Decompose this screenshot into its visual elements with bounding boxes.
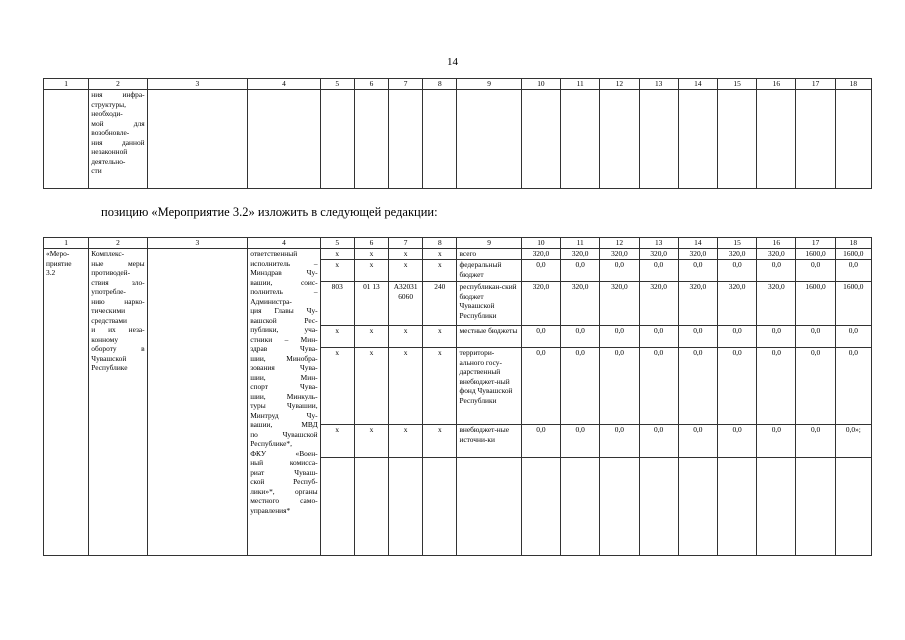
text-line: ния данной — [91, 137, 145, 147]
column-number-5: 5 — [320, 79, 354, 90]
column-number-13: 13 — [639, 238, 678, 249]
empty-cell — [423, 458, 457, 556]
amount-cell: 0,0 — [600, 425, 639, 458]
text-line: средствами — [91, 315, 127, 325]
column-number-7: 7 — [389, 79, 423, 90]
text-line: местного само- — [250, 496, 318, 505]
table-row — [44, 249, 872, 260]
column-number-17: 17 — [796, 238, 835, 249]
empty-cell — [147, 90, 248, 189]
column-number-10: 10 — [521, 238, 560, 249]
column-number-16: 16 — [757, 238, 796, 249]
empty-cell — [678, 90, 717, 189]
budget-code-cell: А32031 6060 — [389, 282, 423, 326]
text-line: по Чувашской — [250, 429, 318, 439]
amount-cell: 0,0 — [757, 348, 796, 425]
measure-description-cell — [89, 90, 147, 189]
budget-code-cell: 01 13 — [354, 282, 388, 326]
empty-cell — [678, 458, 717, 556]
text-line: здрав Чува- — [250, 344, 318, 353]
budget-code-cell: 803 — [320, 282, 354, 326]
amount-cell: 0,0 — [600, 260, 639, 282]
text-line: вашии, соис- — [250, 277, 318, 287]
amount-cell: 320,0 — [757, 249, 796, 260]
amount-cell: 0,0 — [561, 348, 600, 425]
column-number-13: 13 — [639, 79, 678, 90]
funding-source-cell: внебюджет-ные источни-ки — [457, 425, 521, 458]
empty-cell — [717, 90, 756, 189]
empty-cell — [835, 458, 871, 556]
amount-cell: 0,0 — [639, 326, 678, 348]
column-number-1: 1 — [44, 238, 89, 249]
text-line: незаконной — [91, 147, 128, 156]
amount-cell: 0,0 — [521, 260, 560, 282]
empty-cell — [796, 90, 835, 189]
column-number-4: 4 — [248, 79, 320, 90]
amount-cell: 320,0 — [600, 282, 639, 326]
column-number-14: 14 — [678, 238, 717, 249]
text-line: сти — [91, 166, 102, 175]
amount-cell: 0,0»; — [835, 425, 871, 458]
executors-cell — [248, 249, 320, 556]
amount-cell: 0,0 — [835, 326, 871, 348]
empty-cell — [457, 90, 521, 189]
empty-cell — [639, 90, 678, 189]
text-line: Минздрав Чу- — [250, 268, 318, 277]
column-number-1: 1 — [44, 79, 89, 90]
amount-cell: 0,0 — [678, 260, 717, 282]
column-number-12: 12 — [600, 79, 639, 90]
amount-cell: 320,0 — [521, 282, 560, 326]
column-number-16: 16 — [757, 79, 796, 90]
empty-cell — [521, 458, 560, 556]
funding-source-cell: территори-ального госу-дарственный внебюджет-ный фонд Чувашской Республики — [457, 348, 521, 425]
budget-code-cell: х — [320, 425, 354, 458]
empty-cell — [835, 90, 871, 189]
column-number-6: 6 — [354, 79, 388, 90]
amount-cell: 1600,0 — [796, 282, 835, 326]
amount-cell: 320,0 — [639, 249, 678, 260]
budget-code-cell: х — [423, 260, 457, 282]
budget-code-cell: х — [389, 249, 423, 260]
text-line: «Меро- — [46, 249, 70, 258]
amount-cell: 320,0 — [678, 282, 717, 326]
text-line: обороту в — [91, 344, 145, 353]
text-line: структуры, — [91, 99, 126, 109]
text-line: вашской Рес- — [250, 315, 318, 325]
column-number-11: 11 — [561, 79, 600, 90]
funding-source-cell: местные бюджеты — [457, 326, 521, 348]
budget-code-cell: х — [423, 326, 457, 348]
amount-cell: 0,0 — [678, 425, 717, 458]
amount-cell: 1600,0 — [835, 282, 871, 326]
empty-cell — [320, 458, 354, 556]
budget-code-cell: х — [354, 348, 388, 425]
column-number-5: 5 — [320, 238, 354, 249]
empty-cell — [600, 90, 639, 189]
measure-description-cell — [89, 249, 147, 556]
text-line: шии, Минкуль- — [250, 391, 318, 401]
amount-cell: 1600,0 — [835, 249, 871, 260]
empty-cell — [248, 90, 320, 189]
amount-cell: 0,0 — [717, 260, 756, 282]
amount-cell: 0,0 — [639, 348, 678, 425]
text-line: употребле- — [91, 287, 126, 296]
table-row — [44, 90, 872, 189]
amount-cell: 0,0 — [757, 425, 796, 458]
budget-code-cell: 240 — [423, 282, 457, 326]
amount-cell: 0,0 — [796, 425, 835, 458]
text-line: риат Чуваш- — [250, 467, 318, 477]
amount-cell: 320,0 — [757, 282, 796, 326]
column-number-15: 15 — [717, 238, 756, 249]
empty-cell — [561, 90, 600, 189]
funding-source-cell: республикан-ский бюджет Чувашской Республики — [457, 282, 521, 326]
text-line: полнитель – — [250, 287, 318, 296]
column-number-2: 2 — [89, 238, 147, 249]
amount-cell: 0,0 — [678, 326, 717, 348]
empty-cell — [717, 458, 756, 556]
text-line: конному — [91, 334, 119, 344]
text-line: деятельно- — [91, 156, 126, 166]
text-line: ствия зло- — [91, 277, 145, 287]
amount-cell: 0,0 — [717, 348, 756, 425]
empty-cell — [521, 90, 560, 189]
budget-code-cell: х — [389, 425, 423, 458]
text-line: туры Чувашии, — [250, 401, 318, 410]
text-line: ные меры — [91, 258, 145, 268]
measure-3-2-table — [43, 237, 872, 556]
amount-cell: 320,0 — [678, 249, 717, 260]
page-number: 14 — [447, 56, 458, 68]
empty-cell — [457, 458, 521, 556]
amount-cell: 0,0 — [561, 326, 600, 348]
amount-cell: 320,0 — [639, 282, 678, 326]
budget-code-cell: х — [354, 425, 388, 458]
column-number-4: 4 — [248, 238, 320, 249]
text-line: ской Респуб- — [250, 477, 318, 486]
amount-cell: 0,0 — [835, 260, 871, 282]
empty-cell — [147, 249, 248, 556]
text-line: публики, уча- — [250, 325, 318, 334]
text-line: и их неза- — [91, 325, 145, 334]
budget-code-cell: х — [320, 260, 354, 282]
amount-cell: 0,0 — [600, 348, 639, 425]
column-number-row — [44, 238, 872, 249]
text-line: вашии, МВД — [250, 420, 318, 429]
amount-cell: 0,0 — [561, 425, 600, 458]
empty-cell — [320, 90, 354, 189]
text-line: противодей- — [91, 268, 131, 277]
column-number-8: 8 — [423, 79, 457, 90]
text-line: 3.2 — [46, 268, 56, 277]
text-line: шии, Мин- — [250, 372, 318, 382]
amount-cell: 320,0 — [561, 249, 600, 260]
column-number-18: 18 — [835, 79, 871, 90]
column-number-6: 6 — [354, 238, 388, 249]
budget-code-cell: х — [389, 348, 423, 425]
text-line: ответственный — [250, 249, 298, 258]
column-number-12: 12 — [600, 238, 639, 249]
empty-cell — [561, 458, 600, 556]
text-line: шии, Минобра- — [250, 353, 318, 363]
column-number-18: 18 — [835, 238, 871, 249]
amount-cell: 320,0 — [717, 282, 756, 326]
budget-code-cell: х — [354, 260, 388, 282]
column-number-17: 17 — [796, 79, 835, 90]
text-line: зования Чува- — [250, 363, 318, 372]
measure-name-cell — [44, 249, 89, 556]
text-line: ФКУ «Воен- — [250, 448, 318, 458]
budget-code-cell: х — [389, 260, 423, 282]
amount-cell: 0,0 — [639, 260, 678, 282]
amount-cell: 0,0 — [600, 326, 639, 348]
amount-cell: 0,0 — [521, 348, 560, 425]
text-line: приятие — [46, 258, 72, 268]
amount-cell: 0,0 — [796, 348, 835, 425]
column-number-7: 7 — [389, 238, 423, 249]
text-line: исполнитель – — [250, 258, 318, 268]
text-line: ция Главы Чу- — [250, 306, 318, 315]
empty-cell — [757, 90, 796, 189]
funding-source-cell: федеральный бюджет — [457, 260, 521, 282]
amount-cell: 1600,0 — [796, 249, 835, 260]
amount-cell: 0,0 — [835, 348, 871, 425]
amount-cell: 0,0 — [796, 326, 835, 348]
empty-cell — [757, 458, 796, 556]
amount-cell: 0,0 — [639, 425, 678, 458]
empty-cell — [600, 458, 639, 556]
amount-cell: 0,0 — [757, 260, 796, 282]
amount-cell: 320,0 — [600, 249, 639, 260]
instruction-text: позицию «Мероприятие 3.2» изложить в следующей редакции: — [101, 205, 438, 219]
column-number-9: 9 — [457, 79, 521, 90]
amount-cell: 0,0 — [678, 348, 717, 425]
column-number-11: 11 — [561, 238, 600, 249]
amount-cell: 0,0 — [521, 425, 560, 458]
amount-cell: 0,0 — [717, 326, 756, 348]
amount-cell: 320,0 — [717, 249, 756, 260]
budget-code-cell: х — [423, 425, 457, 458]
budget-code-cell: х — [354, 249, 388, 260]
column-number-3: 3 — [147, 238, 248, 249]
amount-cell: 0,0 — [796, 260, 835, 282]
budget-code-cell: х — [423, 348, 457, 425]
text-line: Республике*, — [250, 439, 292, 448]
text-line: Республике — [91, 363, 128, 372]
budget-code-cell: х — [389, 326, 423, 348]
text-line: Чувашской — [91, 353, 127, 363]
empty-cell — [354, 90, 388, 189]
budget-code-cell: х — [320, 326, 354, 348]
text-line: стники – Мин- — [250, 334, 318, 344]
text-line: Администра- — [250, 296, 292, 306]
budget-code-cell: х — [320, 249, 354, 260]
text-line: мой для — [91, 118, 145, 128]
column-number-9: 9 — [457, 238, 521, 249]
text-line: управления* — [250, 505, 291, 515]
column-number-8: 8 — [423, 238, 457, 249]
text-line: нию нарко- — [91, 296, 145, 306]
empty-cell — [389, 90, 423, 189]
column-number-row — [44, 79, 872, 90]
text-line: спорт Чува- — [250, 382, 318, 391]
empty-cell — [796, 458, 835, 556]
column-number-14: 14 — [678, 79, 717, 90]
column-number-3: 3 — [147, 79, 248, 90]
amount-cell: 320,0 — [521, 249, 560, 260]
continuation-table — [43, 78, 872, 189]
empty-cell — [423, 90, 457, 189]
budget-code-cell: х — [423, 249, 457, 260]
funding-source-cell: всего — [457, 249, 521, 260]
text-line: необходи- — [91, 109, 123, 118]
text-line: Минтруд Чу- — [250, 410, 318, 420]
amount-cell: 0,0 — [717, 425, 756, 458]
column-number-15: 15 — [717, 79, 756, 90]
empty-cell — [354, 458, 388, 556]
column-number-2: 2 — [89, 79, 147, 90]
empty-cell — [639, 458, 678, 556]
text-line: ния инфра- — [91, 90, 145, 99]
budget-code-cell: х — [320, 348, 354, 425]
empty-cell — [389, 458, 423, 556]
text-line: лики»*, органы — [250, 486, 318, 496]
column-number-10: 10 — [521, 79, 560, 90]
amount-cell: 0,0 — [757, 326, 796, 348]
empty-cell — [44, 90, 89, 189]
text-line: ный комисса- — [250, 458, 318, 467]
text-line: Комплекс- — [91, 249, 125, 258]
text-line: возобновле- — [91, 128, 130, 137]
amount-cell: 0,0 — [561, 260, 600, 282]
amount-cell: 0,0 — [521, 326, 560, 348]
text-line: тическими — [91, 306, 126, 315]
amount-cell: 320,0 — [561, 282, 600, 326]
budget-code-cell: х — [354, 326, 388, 348]
